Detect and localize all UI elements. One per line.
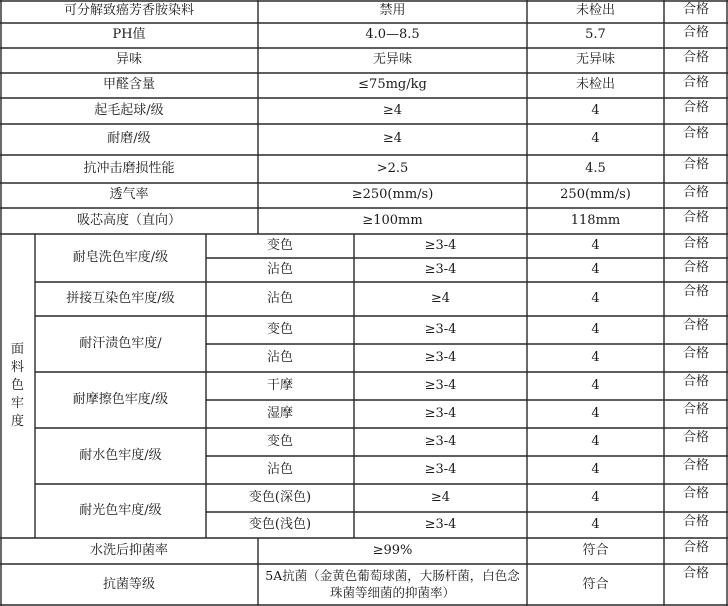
- fastness-test-name: 耐汗渍色牢度/: [79, 335, 162, 351]
- test-standard-value: ≤75mg/kg: [358, 77, 427, 93]
- fastness-group-label-char: 色: [10, 378, 24, 393]
- test-result-value: 4: [591, 131, 600, 147]
- verdict-label: 合格: [682, 540, 709, 555]
- test-standard-value: ≥3-4: [424, 237, 457, 253]
- test-result-value: 4: [591, 516, 600, 532]
- verdict-label: 合格: [682, 100, 709, 115]
- fastness-sub-item: 沾色: [266, 461, 293, 477]
- test-result-value: 118mm: [570, 212, 621, 228]
- test-result-value: 4: [591, 261, 600, 277]
- fastness-test-name: 耐摩擦色牢度/级: [72, 391, 169, 407]
- test-item-name: 吸芯高度（直向）: [76, 212, 181, 228]
- test-standard-value: ≥3-4: [424, 433, 457, 449]
- test-item-name: PH值: [112, 27, 146, 43]
- verdict-label: 合格: [682, 210, 709, 225]
- test-result-value: 4: [591, 433, 600, 449]
- test-result-value: 4: [591, 237, 600, 253]
- test-standard-value: 4.0—8.5: [365, 27, 420, 43]
- test-standard-value: ≥3-4: [424, 321, 457, 337]
- verdict-label: 合格: [682, 50, 709, 65]
- test-result-value: 4: [591, 102, 600, 118]
- verdict-label: 合格: [682, 126, 709, 141]
- fastness-sub-item: 变色: [266, 321, 293, 337]
- test-item-name: 甲醛含量: [102, 77, 155, 93]
- test-standard-value: ≥250(mm/s): [351, 187, 434, 203]
- verdict-label: 合格: [682, 346, 709, 361]
- test-standard-value: ≥3-4: [424, 516, 457, 532]
- fastness-group-label-char: 牢: [10, 396, 24, 411]
- test-result-value: 符合: [582, 576, 609, 592]
- verdict-label: 合格: [682, 458, 709, 473]
- fastness-group-label-char: 面: [10, 342, 24, 357]
- fastness-sub-item: 湿摩: [266, 405, 293, 421]
- test-standard-value: 无异味: [372, 52, 412, 68]
- test-standard-value: 禁用: [379, 3, 406, 19]
- fastness-group-label-char: 度: [10, 414, 24, 429]
- fastness-test-name: 耐皂洗色牢度/级: [72, 249, 169, 265]
- test-result-value: 4: [591, 290, 600, 306]
- test-result-value: 4: [591, 321, 600, 337]
- test-standard-value: ≥4: [382, 102, 403, 118]
- test-result-value: 5.7: [585, 27, 606, 43]
- fastness-test-name: 拼接互染色牢度/级: [66, 290, 175, 306]
- verdict-label: 合格: [682, 402, 709, 417]
- test-result-value: 无异味: [575, 52, 615, 68]
- verdict-label: 合格: [682, 430, 709, 445]
- test-result-value: 4: [591, 461, 600, 477]
- test-item-name: 抗菌等级: [102, 576, 155, 592]
- test-standard-value: ≥4: [430, 290, 451, 306]
- fastness-sub-item: 变色(深色): [248, 489, 312, 505]
- fastness-test-name: 耐水色牢度/级: [79, 447, 162, 463]
- verdict-label: 合格: [682, 566, 709, 581]
- test-standard-value: ≥100mm: [362, 212, 423, 228]
- fastness-sub-item: 变色(浅色): [248, 516, 312, 532]
- test-item-name: 耐磨/级: [107, 131, 151, 147]
- test-standard-value: ≥4: [382, 131, 403, 147]
- fastness-sub-item: 沾色: [266, 349, 293, 365]
- verdict-label: 合格: [682, 25, 709, 40]
- verdict-label: 合格: [682, 514, 709, 529]
- test-item-name: 水洗后抑菌率: [89, 542, 168, 558]
- verdict-label: 合格: [682, 318, 709, 333]
- test-result-value: 4: [591, 377, 600, 393]
- fastness-test-name: 耐光色牢度/级: [79, 502, 162, 518]
- verdict-label: 合格: [682, 284, 709, 299]
- test-standard-value: ≥3-4: [424, 261, 457, 277]
- test-standard-value: >2.5: [376, 160, 409, 176]
- test-item-name: 起毛起球/级: [94, 102, 164, 118]
- fastness-sub-item: 变色: [266, 237, 293, 253]
- test-item-name: 异味: [115, 52, 142, 68]
- verdict-label: 合格: [682, 486, 709, 501]
- verdict-label: 合格: [682, 2, 709, 17]
- fastness-group-label-char: 料: [10, 360, 24, 375]
- test-item-name: 透气率: [109, 187, 149, 203]
- test-result-value: 4: [591, 349, 600, 365]
- test-standard-value: ≥3-4: [424, 405, 457, 421]
- verdict-label: 合格: [682, 75, 709, 90]
- test-item-name: 可分解致癌芳香胺染料: [63, 3, 194, 19]
- test-item-name: 抗冲击磨损性能: [83, 160, 175, 176]
- verdict-label: 合格: [682, 185, 709, 200]
- fastness-sub-item: 变色: [266, 433, 293, 449]
- verdict-label: 合格: [682, 236, 709, 251]
- test-result-value: 4: [591, 489, 600, 505]
- test-standard-value: ≥99%: [372, 542, 413, 558]
- test-standard-value: ≥4: [430, 489, 451, 505]
- test-standard-value: 5A抗菌（金黄色葡萄球菌，大肠杆菌，白色念珠菌等细菌的抑菌率）: [265, 568, 520, 600]
- test-result-value: 未检出: [575, 77, 615, 93]
- test-result-value: 未检出: [575, 3, 615, 19]
- test-result-value: 4.5: [585, 160, 606, 176]
- verdict-label: 合格: [682, 260, 709, 275]
- fastness-group-label: [0, 234, 35, 538]
- test-standard-value: ≥3-4: [424, 349, 457, 365]
- fastness-sub-item: 干摩: [266, 377, 293, 393]
- test-result-value: 4: [591, 405, 600, 421]
- fastness-sub-item: 沾色: [266, 261, 293, 277]
- test-standard-value: ≥3-4: [424, 377, 457, 393]
- verdict-label: 合格: [682, 157, 709, 172]
- verdict-label: 合格: [682, 374, 709, 389]
- fastness-sub-item: 沾色: [266, 290, 293, 306]
- test-standard-value: ≥3-4: [424, 461, 457, 477]
- test-result-value: 250(mm/s): [560, 187, 631, 203]
- test-result-value: 符合: [582, 542, 609, 558]
